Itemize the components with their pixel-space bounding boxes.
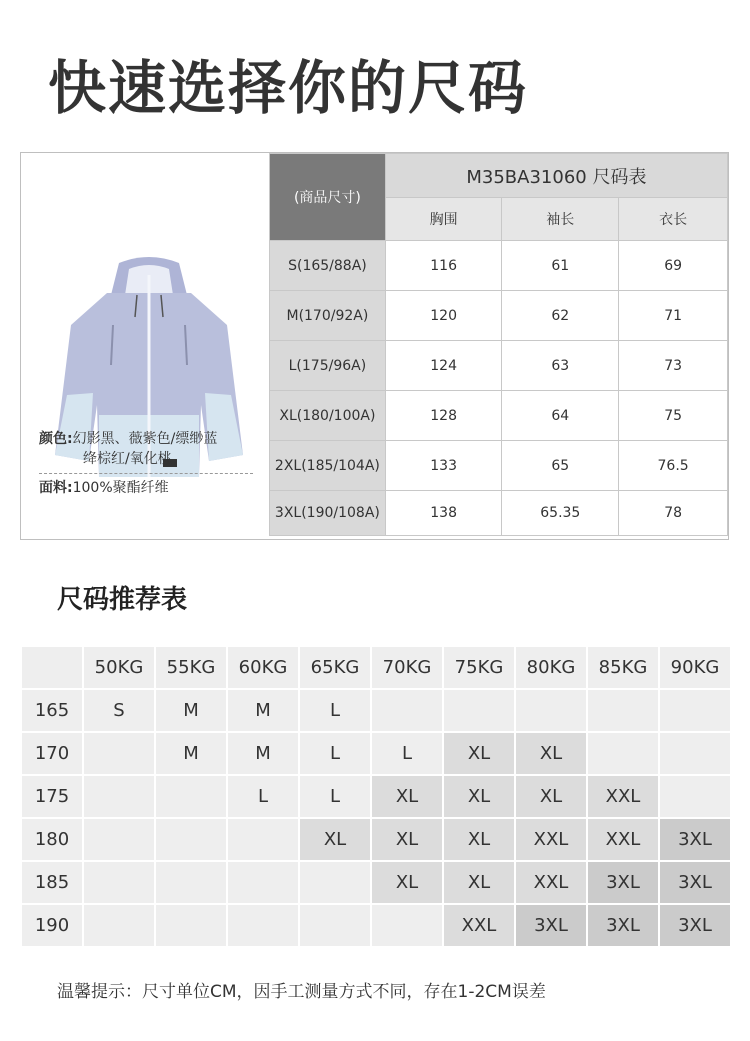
table-row: [270, 441, 728, 491]
chest-cell: 124: [385, 341, 502, 391]
color-label: 颜色:: [39, 431, 73, 447]
size-cell: XL(180/100A): [270, 391, 386, 441]
size-rec-cell: [372, 690, 442, 731]
size-rec-cell: [660, 733, 730, 774]
size-rec-cell: XL: [444, 862, 514, 903]
table-row: [22, 776, 730, 817]
weight-header-row: [22, 647, 730, 688]
chest-cell: 128: [385, 391, 502, 441]
size-rec-cell: XXL: [588, 819, 658, 860]
size-rec-cell: XL: [516, 776, 586, 817]
size-rec-cell: [156, 819, 226, 860]
height-header: 165: [22, 690, 82, 731]
sleeve-cell: 65.35: [502, 491, 619, 536]
chest-cell: 120: [385, 291, 502, 341]
size-rec-cell: 3XL: [588, 862, 658, 903]
chest-cell: 133: [385, 441, 502, 491]
size-rec-cell: [84, 776, 154, 817]
fabric-value: 100%聚酯纤维: [72, 480, 169, 496]
corner-cell: [22, 647, 82, 688]
code-header: M35BA31060 尺码表: [385, 154, 727, 198]
table-row: [22, 905, 730, 946]
product-info: [39, 429, 259, 498]
col-header-chest: 胸围: [385, 198, 502, 241]
size-rec-cell: 3XL: [588, 905, 658, 946]
size-cell: S(165/88A): [270, 241, 386, 291]
length-cell: 78: [619, 491, 728, 536]
size-cell: L(175/96A): [270, 341, 386, 391]
height-header: 180: [22, 819, 82, 860]
size-rec-cell: [516, 690, 586, 731]
size-rec-cell: [372, 905, 442, 946]
length-cell: 76.5: [619, 441, 728, 491]
weight-header: 65KG: [300, 647, 370, 688]
table-row: [270, 241, 728, 291]
table-row: [22, 819, 730, 860]
size-rec-cell: XL: [444, 819, 514, 860]
size-rec-cell: [84, 733, 154, 774]
length-cell: 73: [619, 341, 728, 391]
size-rec-cell: [156, 862, 226, 903]
size-rec-cell: 3XL: [660, 905, 730, 946]
chest-cell: 138: [385, 491, 502, 536]
recommend-table: [20, 645, 732, 948]
size-rec-cell: [84, 862, 154, 903]
size-rec-cell: L: [300, 690, 370, 731]
size-rec-cell: L: [300, 776, 370, 817]
sleeve-cell: 65: [502, 441, 619, 491]
chest-cell: 116: [385, 241, 502, 291]
weight-header: 50KG: [84, 647, 154, 688]
size-rec-cell: [84, 819, 154, 860]
footer-note: 温馨提示：尺寸单位CM，因手工测量方式不同，存在1-2CM误差: [57, 982, 546, 1002]
size-rec-cell: XL: [372, 862, 442, 903]
size-rec-cell: XL: [444, 733, 514, 774]
col-header-sleeve: 袖长: [502, 198, 619, 241]
size-rec-cell: [228, 862, 298, 903]
fabric-label: 面料:: [39, 480, 73, 496]
sleeve-cell: 63: [502, 341, 619, 391]
size-rec-cell: M: [156, 690, 226, 731]
size-rec-cell: M: [228, 733, 298, 774]
sleeve-cell: 61: [502, 241, 619, 291]
size-rec-cell: 3XL: [516, 905, 586, 946]
color-line1: 幻影黑、薇紫色/缥缈蓝: [72, 431, 218, 447]
size-rec-cell: [228, 819, 298, 860]
weight-header: 80KG: [516, 647, 586, 688]
size-rec-cell: 3XL: [660, 819, 730, 860]
size-rec-cell: [588, 690, 658, 731]
height-header: 170: [22, 733, 82, 774]
size-rec-cell: XL: [372, 776, 442, 817]
height-header: 185: [22, 862, 82, 903]
length-cell: 75: [619, 391, 728, 441]
size-rec-cell: L: [300, 733, 370, 774]
length-cell: 71: [619, 291, 728, 341]
weight-header: 70KG: [372, 647, 442, 688]
size-rec-cell: 3XL: [660, 862, 730, 903]
table-row: [270, 491, 728, 536]
size-rec-cell: [444, 690, 514, 731]
height-header: 175: [22, 776, 82, 817]
size-rec-cell: M: [228, 690, 298, 731]
table-row: [22, 862, 730, 903]
table-row: [270, 391, 728, 441]
weight-header: 85KG: [588, 647, 658, 688]
length-cell: 69: [619, 241, 728, 291]
size-rec-cell: [660, 776, 730, 817]
size-rec-cell: S: [84, 690, 154, 731]
size-cell: 3XL(190/108A): [270, 491, 386, 536]
size-rec-cell: L: [372, 733, 442, 774]
weight-header: 90KG: [660, 647, 730, 688]
size-rec-cell: XL: [444, 776, 514, 817]
weight-header: 75KG: [444, 647, 514, 688]
size-rec-cell: [660, 690, 730, 731]
size-rec-cell: L: [228, 776, 298, 817]
size-rec-cell: XL: [300, 819, 370, 860]
size-rec-cell: [588, 733, 658, 774]
info-divider: [39, 473, 253, 474]
table-row: [22, 733, 730, 774]
size-rec-cell: [300, 905, 370, 946]
sleeve-cell: 64: [502, 391, 619, 441]
weight-header: 55KG: [156, 647, 226, 688]
size-rec-cell: M: [156, 733, 226, 774]
size-header: (商品尺寸): [270, 154, 386, 241]
size-rec-cell: XL: [372, 819, 442, 860]
sleeve-cell: 62: [502, 291, 619, 341]
jacket-image: [49, 175, 249, 565]
size-rec-cell: XXL: [516, 862, 586, 903]
size-rec-cell: XXL: [444, 905, 514, 946]
col-header-length: 衣长: [619, 198, 728, 241]
size-rec-cell: [84, 905, 154, 946]
size-rec-cell: XXL: [516, 819, 586, 860]
table-row: [22, 690, 730, 731]
size-rec-cell: [300, 862, 370, 903]
size-chart: [20, 152, 729, 540]
size-cell: M(170/92A): [270, 291, 386, 341]
recommend-title: 尺码推荐表: [57, 585, 188, 615]
size-rec-cell: [156, 905, 226, 946]
size-rec-cell: [228, 905, 298, 946]
product-panel: [21, 153, 269, 539]
table-row: [270, 291, 728, 341]
page-title: 快速选择你的尺码: [48, 54, 529, 122]
weight-header: 60KG: [228, 647, 298, 688]
color-line2: 绛棕红/氧化桃: [83, 451, 172, 467]
table-row: [270, 341, 728, 391]
size-table: [269, 153, 728, 536]
size-rec-cell: XL: [516, 733, 586, 774]
size-rec-cell: [156, 776, 226, 817]
height-header: 190: [22, 905, 82, 946]
size-cell: 2XL(185/104A): [270, 441, 386, 491]
size-rec-cell: XXL: [588, 776, 658, 817]
